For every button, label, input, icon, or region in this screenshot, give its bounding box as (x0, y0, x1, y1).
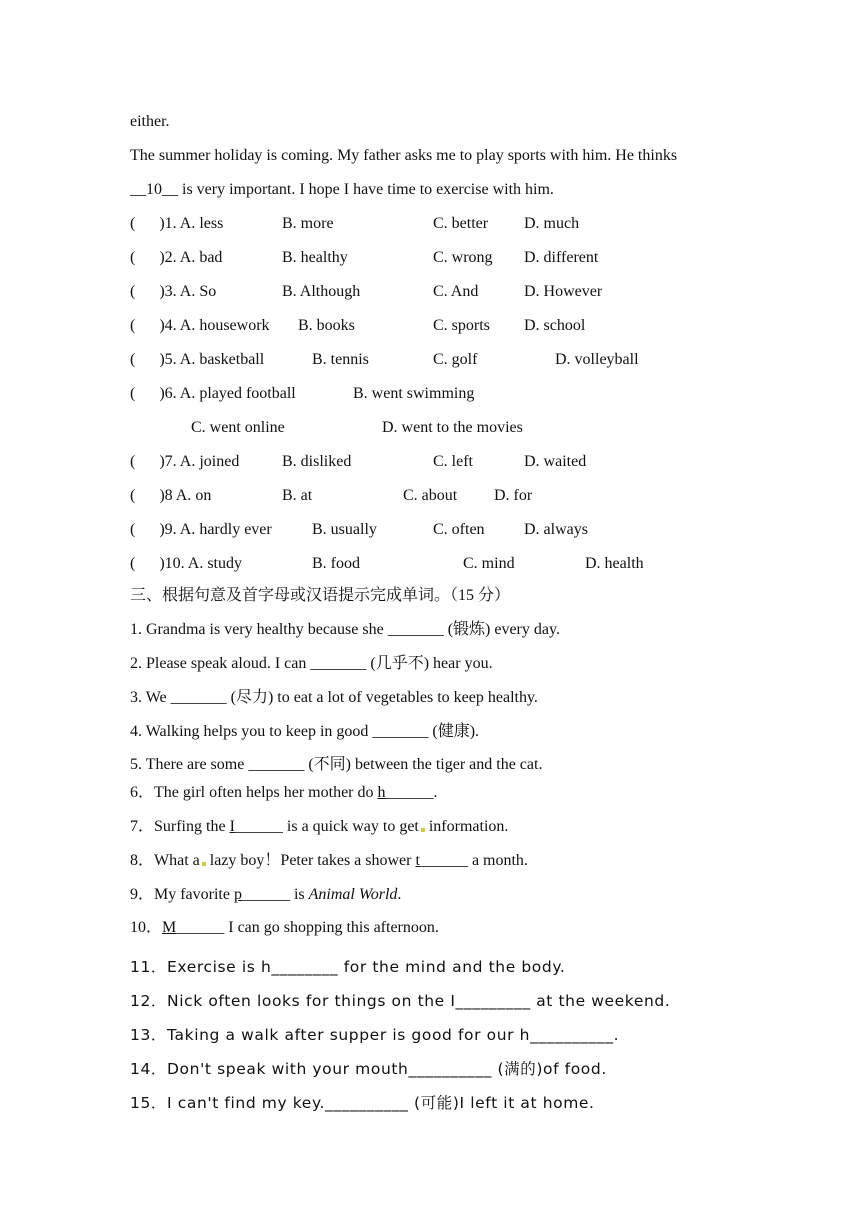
first-letter-hint: t (415, 852, 420, 869)
mcq-option-c: C. often (433, 521, 485, 538)
mcq-option-b: B. at (282, 487, 313, 504)
mcq-option-b: B. disliked (282, 453, 352, 470)
mcq-option-b: B. healthy (282, 249, 348, 266)
fill-item (130, 817, 508, 837)
fill-item (130, 851, 528, 871)
first-letter-hint: h (377, 784, 386, 801)
mcq-option-b: B. Although (282, 283, 361, 300)
fill-item (130, 885, 401, 905)
mcq-option-d: D. different (524, 249, 599, 266)
item-text: ______ I can go shopping this afternoon. (176, 919, 439, 936)
fill-item: 1. Grandma is very healthy because she _______ (锻炼) every day. (130, 621, 560, 638)
section-heading: 三、根据句意及首字母或汉语提示完成单词。（15 分） (130, 587, 511, 604)
mcq-question: ( )3. A. So (130, 283, 217, 300)
mcq-option-b: B. books (298, 317, 355, 334)
mcq-option-d: D. much (524, 215, 580, 232)
mcq-option-d: D. volleyball (555, 351, 639, 368)
mcq-option-b: B. tennis (312, 351, 369, 368)
mcq-option-c: C. sports (433, 317, 490, 334)
mcq-option-b: B. food (312, 555, 360, 572)
mcq-question: ( )6. A. played football (130, 385, 296, 402)
mcq-option-b: B. went swimming (353, 385, 475, 402)
mcq-option-c: C. And (433, 283, 479, 300)
fill-item: 14．Don't speak with your mouth__________ (满的)of food. (130, 1060, 607, 1078)
fill-item: 11．Exercise is h________ for the mind and the body. (130, 958, 566, 976)
mcq-option-d: D. went to the movies (382, 419, 523, 436)
item-text: ______ a month. (419, 852, 528, 869)
mcq-option-c: C. about (403, 487, 458, 504)
mcq-question: ( )5. A. basketball (130, 351, 265, 368)
mcq-option-d: D. health (585, 555, 644, 572)
fill-item (130, 918, 439, 938)
mcq-question: ( )4. A. housework (130, 317, 270, 334)
program-title: Animal World (308, 886, 398, 903)
fill-item: 15．I can't find my key.__________ (可能)I left it at home. (130, 1094, 595, 1112)
item-text: lazy boy！Peter takes a shower (205, 852, 416, 869)
mcq-question: ( )2. A. bad (130, 249, 223, 266)
item-text: 8．What a (130, 852, 200, 869)
item-text: 6．The girl often helps her mother do (130, 784, 378, 801)
mcq-option-c: C. left (433, 453, 473, 470)
first-letter-hint: M (162, 919, 177, 936)
mcq-question: ( )7. A. joined (130, 453, 240, 470)
mcq-option-c: C. mind (463, 555, 515, 572)
mcq-question: ( )8 A. on (130, 487, 212, 504)
fill-item: 3. We _______ (尽力) to eat a lot of vegetables to keep healthy. (130, 689, 538, 706)
mcq-option-c: C. golf (433, 351, 478, 368)
fill-item: 13．Taking a walk after supper is good for our h__________. (130, 1026, 620, 1044)
mcq-option-d: D. school (524, 317, 586, 334)
mcq-option-c: C. wrong (433, 249, 493, 266)
item-text: ______ is (241, 886, 309, 903)
passage-line-2: The summer holiday is coming. My father asks me to play sports with him. He thinks (130, 147, 678, 164)
item-text: 9．My favorite (130, 886, 234, 903)
first-letter-hint: p (233, 886, 242, 903)
mcq-option-d: D. waited (524, 453, 587, 470)
mcq-option-d: D. However (524, 283, 603, 300)
mcq-option-b: B. more (282, 215, 334, 232)
item-text: . (397, 886, 402, 903)
mcq-option-b: B. usually (312, 521, 377, 538)
mcq-question: ( )1. A. less (130, 215, 224, 232)
fill-item: 5. There are some _______ (不同) between the tiger and the cat. (130, 756, 543, 773)
passage-line-3: __10__ is very important. I hope I have time to exercise with him. (130, 181, 554, 198)
mcq-question: ( )9. A. hardly ever (130, 521, 272, 538)
fill-item: 4. Walking helps you to keep in good _______ (健康). (130, 723, 480, 740)
fill-item: 12．Nick often looks for things on the I_________ at the weekend. (130, 992, 671, 1010)
item-text: 10． (130, 919, 163, 936)
first-letter-hint: I (229, 818, 235, 835)
mcq-option-c: C. went online (191, 419, 285, 436)
item-text: ______. (385, 784, 438, 801)
mcq-option-d: D. always (524, 521, 588, 538)
fill-item: 2. Please speak aloud. I can _______ (几乎不) hear you. (130, 655, 493, 672)
mcq-question: ( )10. A. study (130, 555, 242, 572)
item-text: ______ is a quick way to get (234, 818, 419, 835)
item-text: 7．Surfing the (130, 818, 230, 835)
item-text: information. (424, 818, 509, 835)
fill-item (130, 783, 438, 803)
mcq-option-d: D. for (494, 487, 533, 504)
mcq-option-c: C. better (433, 215, 489, 232)
passage-line-1: either. (130, 113, 170, 130)
